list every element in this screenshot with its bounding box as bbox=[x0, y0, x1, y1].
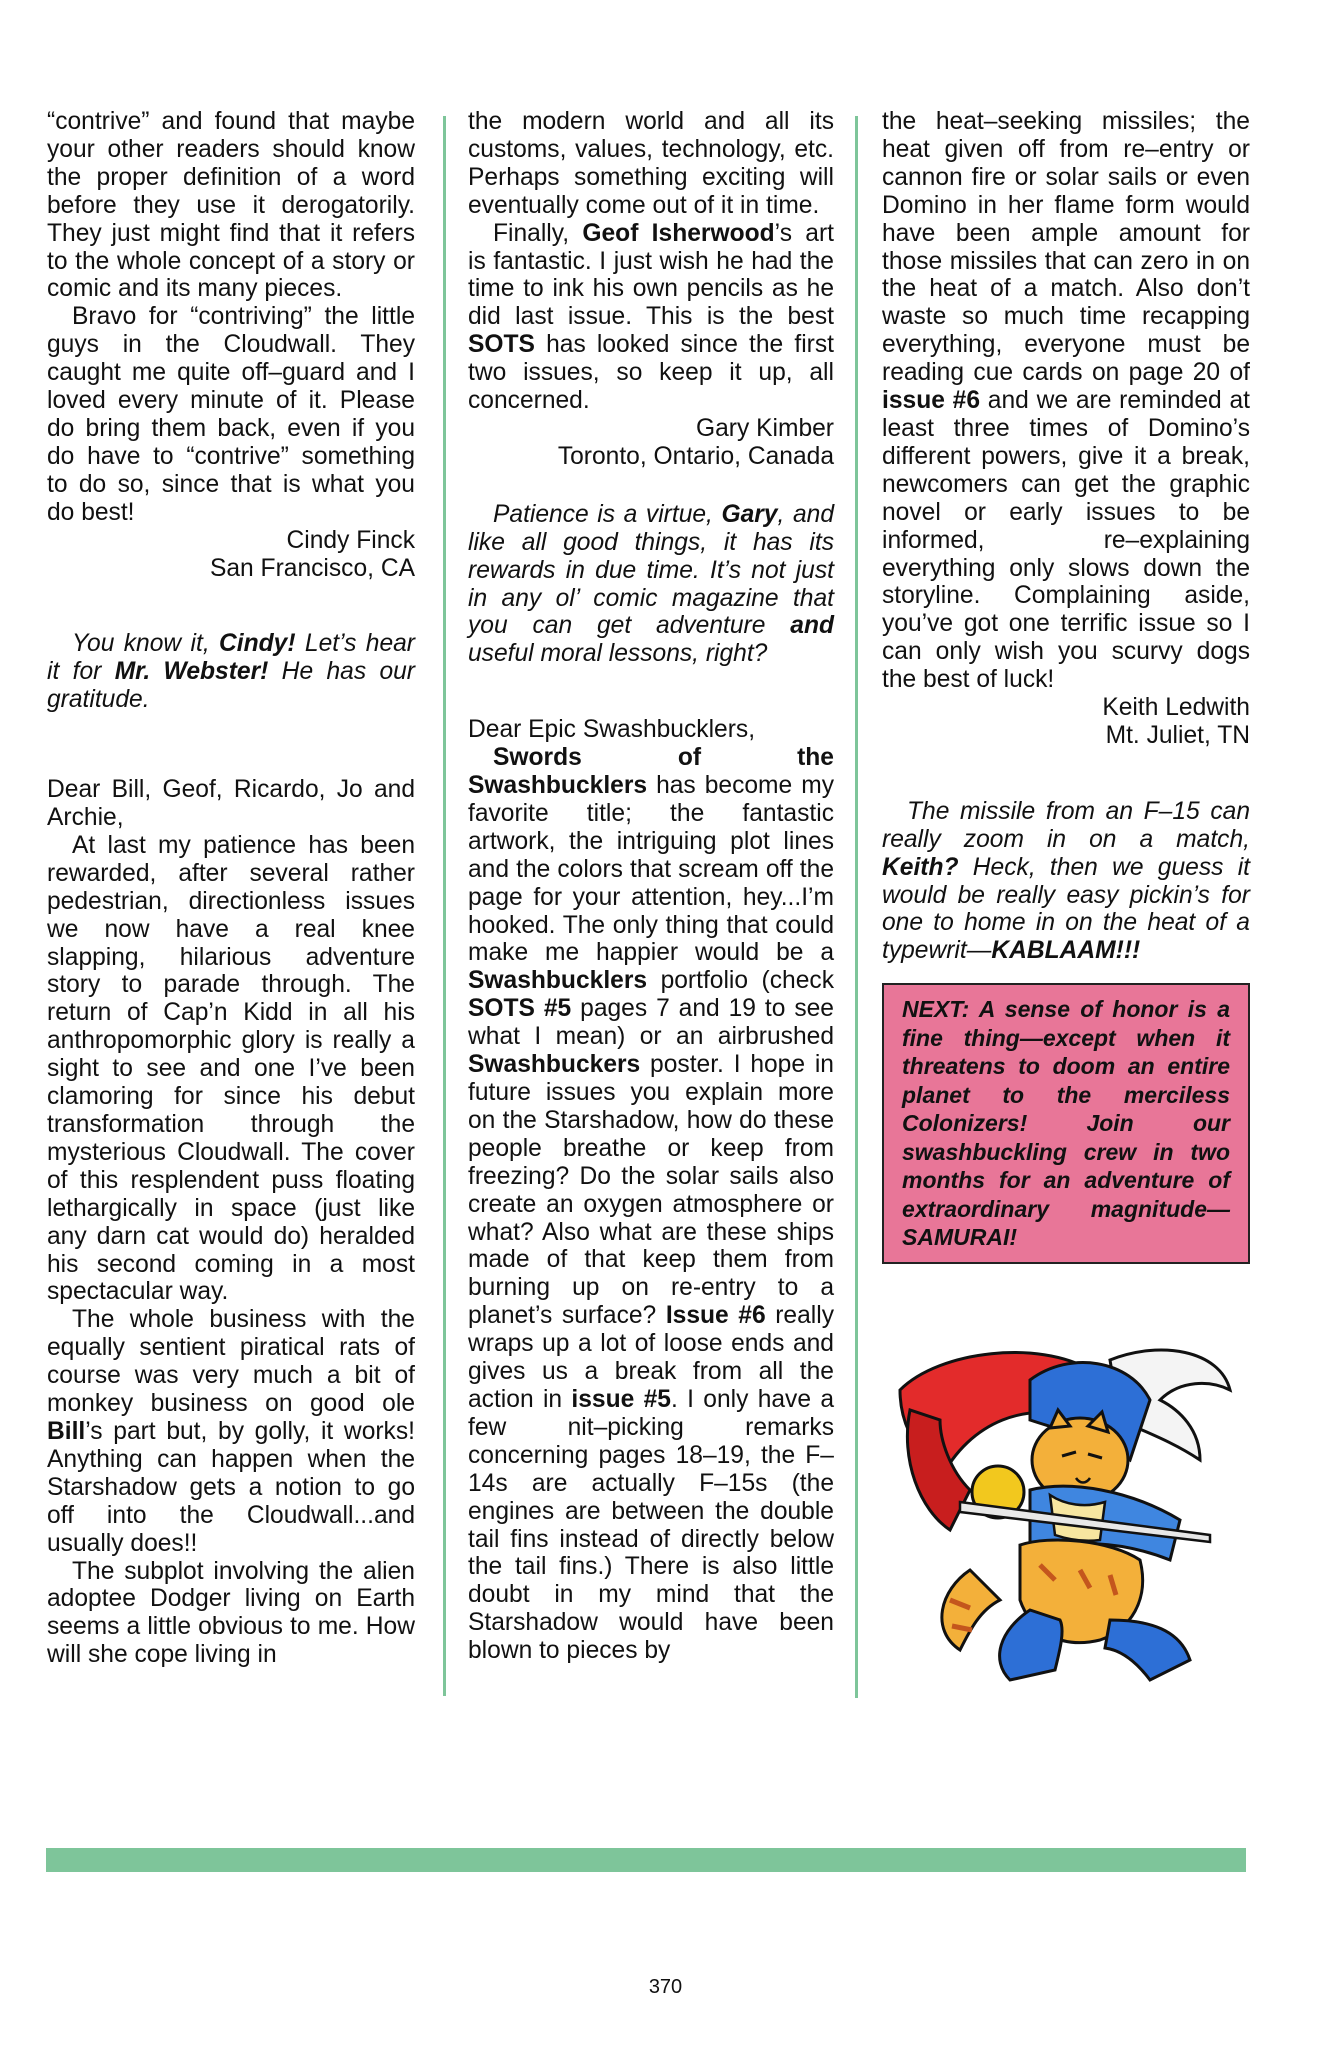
letters-column-3 bbox=[882, 108, 1250, 1264]
column-divider-left bbox=[443, 116, 446, 1696]
letters-column-2 bbox=[468, 108, 834, 1665]
footer-rule bbox=[46, 1848, 1246, 1872]
letter-signature-name: Gary Kimber bbox=[695, 414, 834, 442]
letter-signature-name: Keith Ledwith bbox=[1102, 694, 1250, 722]
editor-reply: You know it, Cindy! Let’s hear it for Mr. Webster! He has our gratitude. bbox=[47, 630, 415, 714]
letter-salutation: Dear Epic Swashbucklers, bbox=[468, 716, 756, 744]
editor-reply: The missile from an F–15 can really zoom in on a match, Keith? Heck, then we guess it would be really easy pickin’s for one to home in on the heat of a typewrit—KABLAAM!!! bbox=[882, 797, 1250, 965]
letter-paragraph: Swords of the Swashbucklers has become my favorite title; the fantastic artwork, the intriguing plot lines and the colors that scream off the page for your attention, hey...I’m hooked. The only thing that could make me happier would be a Swashbucklers portfolio (check SOTS #5 pages 7 and 19 to see what I mean) or an airbrushed Swashbuckers poster. I hope in future issues you explain more on the Starshadow, how do these people breathe or keep from freezing? Do the solar sails also create an oxygen atmosphere or what? Also what are these ships made of that keep them from burning up on re-entry to a planet’s surface? Issue #6 really wraps up a lot of loose ends and gives us a break from all the action in issue #5. I only have a few nit–picking remarks concerning pages 18–19, the F–14s are actually F–15s (the engines are between the double tail fins instead of directly below the tail fins.) There is also little doubt in my mind that the Starshadow would have been blown to pieces by bbox=[468, 744, 835, 1665]
letter-paragraph: Finally, Geof Isherwood’s art is fantastic. I just wish he had the time to ink his own pencils as he did last issue. This is the best SOTS has looked since the first two issues, so keep it up, all concerned. bbox=[468, 219, 834, 415]
letter-signature-name: Cindy Finck bbox=[286, 526, 415, 554]
pirate-cat-illustration bbox=[880, 1330, 1270, 1710]
letter-paragraph: the modern world and all its customs, values, technology, etc. Perhaps something exciting will eventually come out of it in time. bbox=[468, 108, 834, 219]
letter-paragraph: the heat–seeking missiles; the heat given off from re–entry or cannon fire or solar sails or even Domino in her flame form would have been ample amount for those missiles that can zero in on the heat of a match. Also don’t waste so much time recapping everything, everyone must be reading cue cards on page 20 of issue #6 and we are reminded at least three times of Domino’s different powers, give it a break, newcomers can get the graphic novel or early issues to be informed, re–explaining everything only slows down the storyline. Complaining aside, you’ve got one terrific issue so I can only wish you scurvy dogs the best of luck! bbox=[882, 108, 1250, 694]
letter-paragraph: At last my patience has been rewarded, after several rather pedestrian, directionless issues we now have a real knee slapping, hilarious adventure story to parade through. The return of Cap’n Kidd in all his anthropomorphic glory is really a sight to see and one I’ve been clamoring for since his debut transformation through the mysterious Cloudwall. The cover of this resplendent puss floating lethargically in space (just like any darn cat would do) heralded his second coming in a most spectacular way. bbox=[47, 831, 415, 1306]
letter-paragraph: The whole business with the equally sentient piratical rats of course was very much a bit of monkey business on good ole Bill’s part but, by golly, it works! Anything can happen when the Starshadow gets a notion to go off into the Cloudwall...and usually does!! bbox=[47, 1306, 415, 1557]
letter-paragraph: Bravo for “contriving” the little guys in the Cloudwall. They caught me quite off–guard and I loved every minute of it. Please do bring them back, even if you do have to “contrive” something to do so, since that is what you do best! bbox=[47, 303, 415, 526]
editor-reply: Patience is a virtue, Gary, and like all good things, it has its rewards in due time. It’s not just in any ol’ comic magazine that you can get adventure and useful moral lessons, right? bbox=[468, 500, 835, 668]
letter-paragraph: The subplot involving the alien adoptee Dodger living on Earth seems a little obvious to me. How will she cope living in bbox=[47, 1557, 415, 1669]
letter-signature-place: San Francisco, CA bbox=[209, 554, 415, 582]
letter-signature-place: Toronto, Ontario, Canada bbox=[557, 442, 834, 470]
letter-paragraph: “contrive” and found that maybe your other readers should know the proper definition of a word before they use it derogatorily. They just might find that it refers to the whole concept of a story or comic and its many pieces. bbox=[47, 108, 415, 303]
letters-column-1 bbox=[47, 108, 415, 1669]
page-number: 370 bbox=[648, 1976, 683, 1998]
next-issue-box: NEXT: A sense of honor is a fine thing—except when it threatens to doom an entire planet to the merciless Colonizers! Join our swashbuckling crew in two months for an adventure of extraordinary magnitude—SAMURAI! bbox=[882, 983, 1250, 1264]
letter-signature-place: Mt. Juliet, TN bbox=[1105, 721, 1250, 749]
letter-salutation: Dear Bill, Geof, Ricardo, Jo and Archie, bbox=[47, 776, 415, 832]
column-divider-right bbox=[855, 116, 858, 1698]
